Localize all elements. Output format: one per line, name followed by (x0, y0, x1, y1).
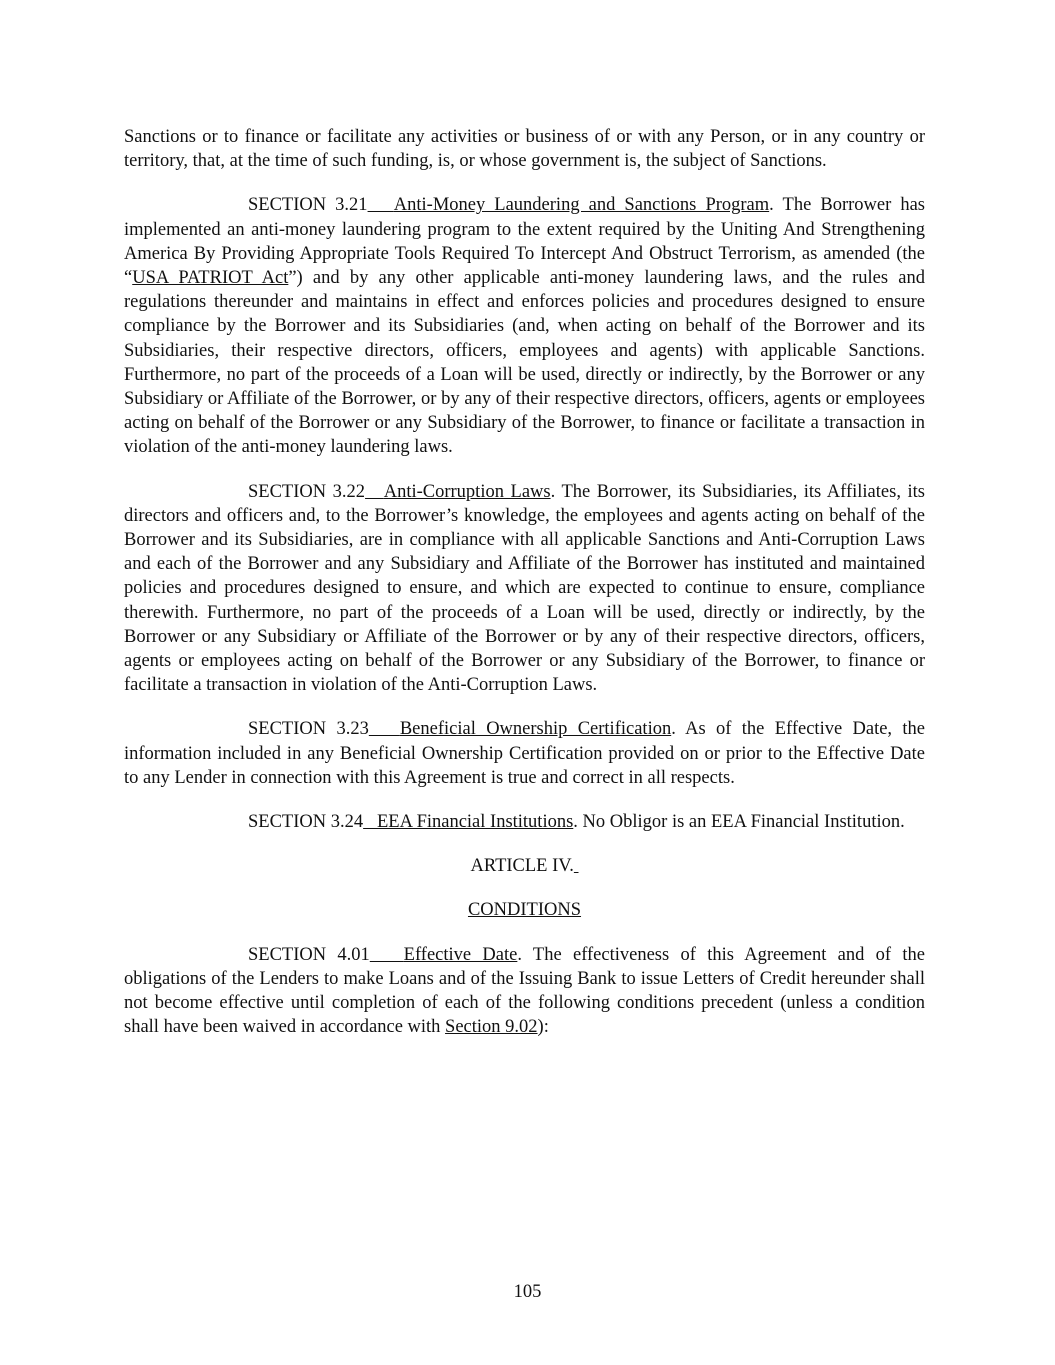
section-3-21-paragraph (124, 193, 925, 459)
section-heading: EEA Financial Institutions (377, 812, 574, 833)
section-gap (370, 945, 404, 965)
section-3-22-paragraph (124, 480, 925, 698)
section-3-23-paragraph (124, 717, 925, 790)
section-body: . As of the Effective Date, the information included in any Beneficial Ownership Certification provided on or prior to the Effective Date to any Lender in connection with this Agreement is true and correct in all respects. (124, 719, 925, 788)
defined-term: USA PATRIOT Act (132, 268, 289, 289)
page-number: 105 (513, 1282, 542, 1302)
article-title (124, 898, 925, 922)
section-gap (365, 482, 384, 502)
section-number: SECTION 3.23 (248, 719, 369, 740)
section-4-01-paragraph (124, 943, 925, 1040)
section-heading: Effective Date (403, 944, 518, 965)
section-body: . The Borrower has implemented an anti-money laundering program to the extent required by the Uniting And Strengthening America By Providing Appropriate Tools Required To Intercept And Obstruct Terrorism, as amended (the “ (124, 195, 925, 289)
sanctions-continuation-paragraph (124, 125, 925, 173)
section-body: . No Obligor is an EEA Financial Institution. (573, 812, 905, 833)
section-heading: Anti-Corruption Laws (383, 481, 551, 502)
section-body: ): (537, 1017, 549, 1038)
section-body: . The Borrower, its Subsidiaries, its Affiliates, its directors and officers and, to the Borrower’s knowledge, the employees and agents acting on behalf of the Borrower and its Subsidiaries, are in compliance with all applicable Sanctions and Anti-Corruption Laws and each of the Borrower and any Subsidiary and Affiliate of the Borrower has instituted and maintained policies and procedures designed to ensure, and which are expected to continue to ensure, compliance therewith. Furthermore, no part of the proceeds of a Loan will be used, directly or indirectly, by the Borrower or any Subsidiary or Affiliate of the Borrower or by any of their respective directors, officers, agents or employees acting on behalf of the Borrower or any Subsidiary of the Borrower, to finance or facilitate a transaction in violation of the Anti-Corruption Laws. (124, 481, 925, 696)
section-heading: Anti-Money Laundering and Sanctions Program (393, 195, 770, 216)
paragraph-text: Sanctions or to finance or facilitate any activities or business of or with any Person, or in any country or territory, that, at the time of such funding, is, or whose government is, the subject of Sanctions. (124, 127, 925, 172)
section-cross-reference: Section 9.02 (445, 1017, 538, 1038)
article-trail (574, 856, 579, 876)
section-body: ”) and by any other applicable anti-money laundering laws, and the rules and regulations thereunder and maintains in effect and enforces policies and procedures designed to ensure compliance by the Borrower and its Subsidiaries (and, when acting on behalf of the Borrower and its Subsidiaries, their respective directors, officers, employees and agents) with applicable Sanctions. Furthermore, no part of the proceeds of a Loan will be used, directly or indirectly, by the Borrower or any Subsidiary or Affiliate of the Borrower, or by any of their respective directors, officers, agents or employees acting on behalf of the Borrower or any Subsidiary of the Borrower, to finance or facilitate a transaction in violation of the anti-money laundering laws. (124, 268, 925, 458)
section-body: . The effectiveness of this Agreement and of the obligations of the Lenders to make Loans and of the Issuing Bank to issue Letters of Credit hereunder shall not become effective until completion of each of the following conditions precedent (unless a condition shall have been waived in accordance with (124, 944, 925, 1038)
section-3-24-paragraph (124, 810, 925, 834)
section-number: SECTION 3.22 (248, 481, 366, 502)
section-gap (363, 812, 377, 832)
article-heading (124, 854, 925, 878)
section-number: SECTION 3.24 (248, 812, 364, 833)
section-heading: Beneficial Ownership Certification (399, 719, 672, 740)
section-gap (368, 195, 394, 215)
document-page (124, 125, 925, 1060)
conditions-heading: CONDITIONS (467, 900, 582, 921)
section-number: SECTION 3.21 (248, 195, 368, 216)
article-label: ARTICLE IV. (470, 856, 574, 877)
section-gap (369, 719, 400, 739)
section-number: SECTION 4.01 (248, 944, 370, 965)
